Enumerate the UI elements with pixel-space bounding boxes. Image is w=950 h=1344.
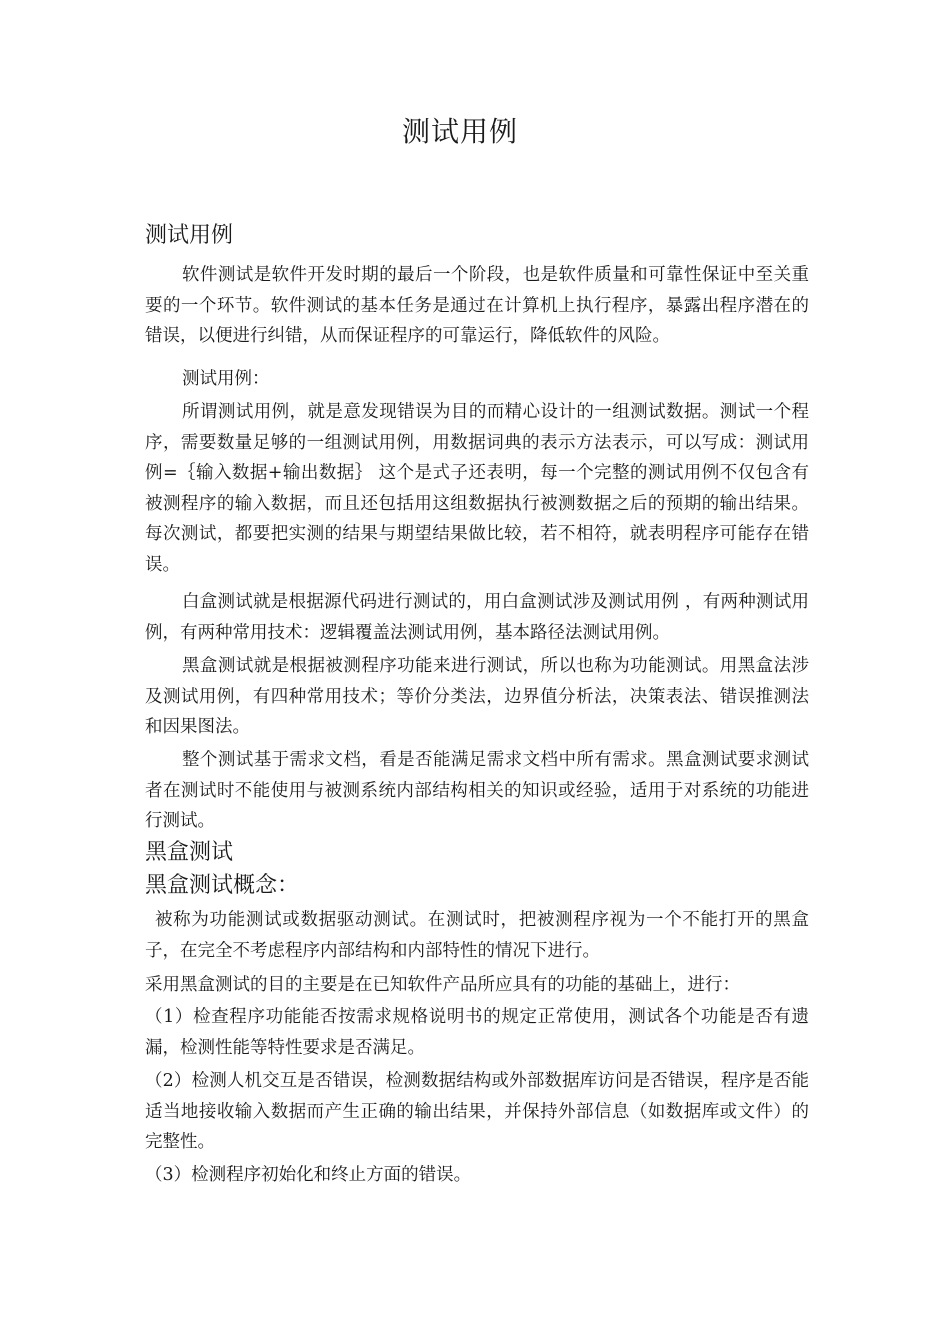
list-item: （3）检测程序初始化和终止方面的错误。 [145,1165,472,1185]
paragraph-white-box: 白盒测试就是根据源代码进行测试的，用白盒测试涉及测试用例 ，有两种测试用例，有两种常用技术：逻辑覆盖法测试用例，基本路径法测试用例。 [145,592,809,643]
paragraph-test-case-definition: 所谓测试用例，就是意发现错误为目的而精心设计的一组测试数据。测试一个程序，需要数量足够的一组测试用例，用数据词典的表示方法表示，可以写成：测试用例=｛输入数据+输出数据｝ 这个是式子还表明，每一个完整的测试用例不仅包含有被测程序的输入数据，而且还包括用这组数据执行被测数据之后的预期的输出结果。每次测试，都要把实测的结果与期望结果做比较，若不相符，就表明程序可能存在错误。 [145,402,809,575]
paragraph-test-case-label: 测试用例： [182,369,270,389]
subheading-black-box-concept: 黑盒测试概念： [145,873,300,898]
paragraph-black-box-intro: 被称为功能测试或数据驱动测试。在测试时，把被测程序视为一个不能打开的黑盒子，在完全不考虑程序内部结构和内部特性的情况下进行。 [145,910,809,961]
list-item: （1）检查程序功能能否按需求规格说明书的规定正常使用，测试各个功能是否有遗漏，检测性能等特性要求是否满足。 [145,1007,809,1058]
section-heading-black-box: 黑盒测试 [145,840,234,865]
section-heading-test-cases: 测试用例 [145,223,234,248]
paragraph-black-box: 黑盒测试就是根据被测程序功能来进行测试，所以也称为功能测试。用黑盒法涉及测试用例，有四种常用技术；等价分类法，边界值分析法，决策表法、错误推测法和因果图法。 [145,656,809,737]
document-title: 测试用例 [401,115,518,148]
list-item: （2）检测人机交互是否错误，检测数据结构或外部数据库访问是否错误，程序是否能适当地接收输入数据而产生正确的输出结果，并保持外部信息（如数据库或文件）的完整性。 [145,1071,809,1152]
paragraph-requirements: 整个测试基于需求文档，看是否能满足需求文档中所有需求。黑盒测试要求测试者在测试时不能使用与被测系统内部结构相关的知识或经验，适用于对系统的功能进行测试。 [145,750,809,831]
paragraph-black-box-purpose: 采用黑盒测试的目的主要是在已知软件产品所应具有的功能的基础上，进行： [145,975,740,995]
paragraph-software-testing: 软件测试是软件开发时期的最后一个阶段，也是软件质量和可靠性保证中至关重要的一个环节。软件测试的基本任务是通过在计算机上执行程序，暴露出程序潜在的错误，以便进行纠错，从而保证程序的可靠运行，降低软件的风险。 [145,265,809,346]
